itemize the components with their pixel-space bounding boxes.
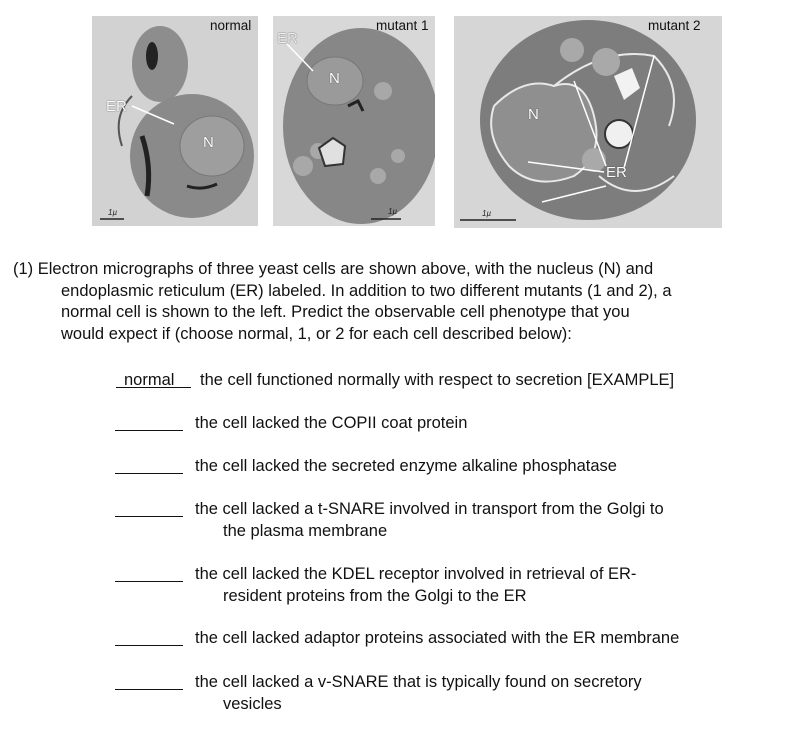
question-line: normal cell is shown to the left. Predict the observable cell phenotype that you [61,303,630,321]
normal-title: normal [210,18,252,33]
item-line: the cell lacked a t-SNARE involved in transport from the Golgi to [195,500,664,518]
micrograph-normal [92,16,258,226]
item-line: the cell lacked adaptor proteins associated with the ER membrane [195,629,680,647]
item-description [195,456,617,478]
mutant-2-title: mutant 2 [648,18,701,33]
mutant-1-cell-image [273,16,435,226]
micrograph-figure [90,10,730,230]
example-answer: normal [124,371,175,389]
answer-blank[interactable] [115,456,183,474]
answer-blank[interactable] [115,499,183,517]
question-line: endoplasmic reticulum (ER) labeled. In addition to two different mutants (1 and 2), a [61,281,672,300]
mutant-1-nucleus-label: N [329,70,340,87]
answer-blank[interactable] [115,413,183,431]
item-line: the plasma membrane [223,521,388,540]
item-line: resident proteins from the Golgi to the ER [223,586,527,605]
item-description [195,564,636,607]
micrograph-mutant-1 [273,16,435,226]
item-line: the cell lacked the COPII coat protein [195,414,468,432]
question-text [13,259,773,345]
item-description [195,628,679,650]
item-description [195,499,664,542]
mutant-2-nucleus-label: N [528,106,539,123]
item-description [195,413,467,435]
item-line: the cell lacked the KDEL receptor involved in retrieval of ER- [195,565,637,583]
item-line: the cell functioned normally with respect to secretion [EXAMPLE] [200,371,675,389]
mutant-1-er-label: ER [277,30,298,47]
item-description [195,672,642,715]
micrograph-mutant-2 [454,16,722,228]
question-line: would expect if (choose normal, 1, or 2 for each cell described below): [61,324,572,343]
mutant-2-scale-label: 1µ [482,209,492,218]
normal-scale-label: 1µ [108,208,118,217]
normal-cell-image [92,16,258,226]
normal-er-label: ER [106,98,127,115]
answer-blank[interactable] [115,628,183,646]
question-line: (1) Electron micrographs of three yeast cells are shown above, with the nucleus (N) and [13,260,654,278]
mutant-1-scale-label: 1µ [388,207,398,216]
mutant-2-er-label: ER [606,164,627,181]
mutant-1-title: mutant 1 [376,18,429,33]
mutant-2-cell-image [454,16,722,228]
item-description [200,370,674,392]
item-line: the cell lacked a v-SNARE that is typically found on secretory [195,673,642,691]
item-line: the cell lacked the secreted enzyme alkaline phosphatase [195,457,617,475]
answer-blank[interactable] [115,672,183,690]
item-line: vesicles [223,694,282,713]
answer-blank[interactable] [115,564,183,582]
normal-nucleus-label: N [203,134,214,151]
